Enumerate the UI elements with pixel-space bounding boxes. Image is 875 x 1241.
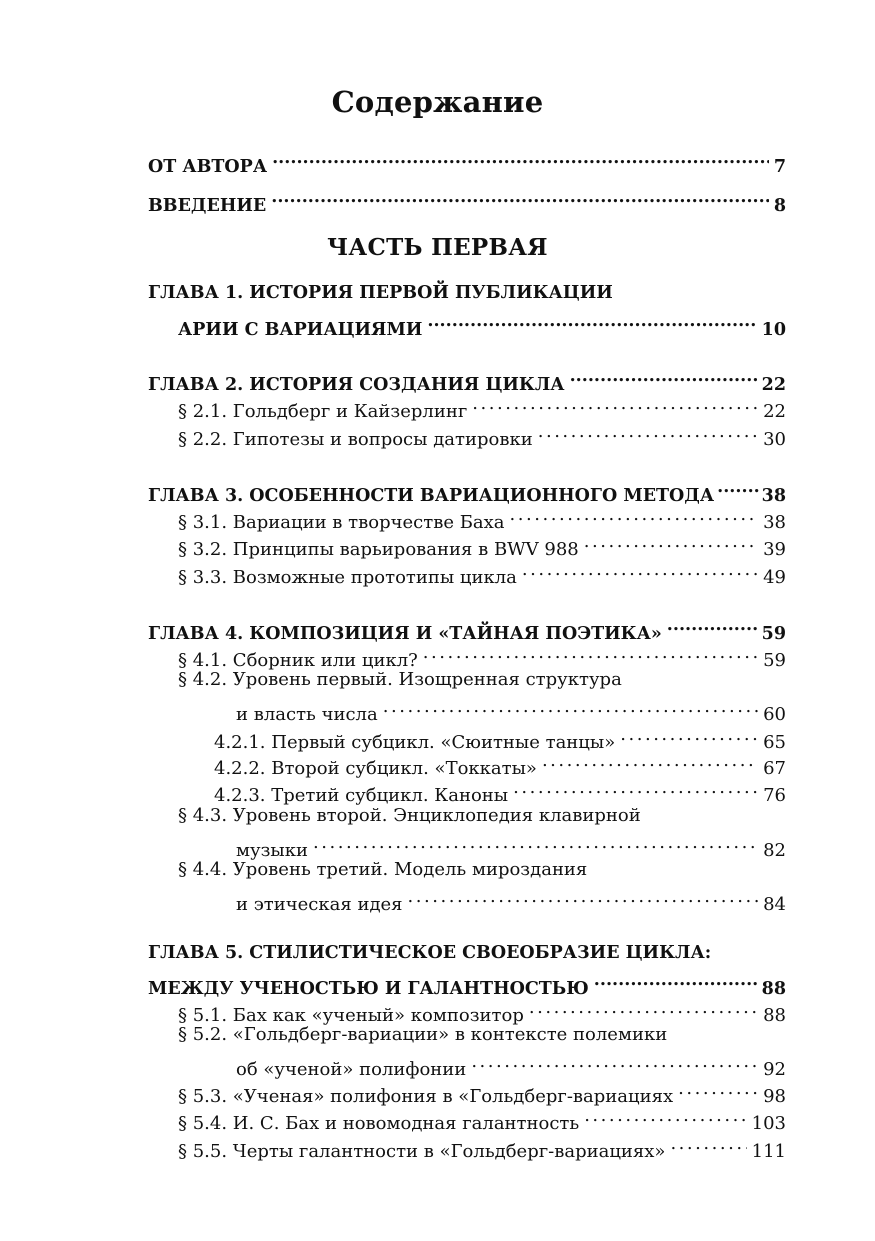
- toc-entry-section[interactable]: [178, 639, 786, 671]
- leader-dots: [529, 994, 758, 1021]
- toc-entry-label: и власть числа: [236, 704, 378, 725]
- leader-dots: [408, 883, 759, 910]
- toc-page-number: 88: [761, 979, 786, 999]
- toc-entry-chapter-5[interactable]: [148, 967, 786, 999]
- toc-page-number: 39: [763, 539, 786, 560]
- toc-entry-chapter-4[interactable]: [148, 612, 786, 644]
- leader-dots: [471, 1048, 758, 1075]
- leader-dots: [538, 418, 758, 445]
- toc-entry-label: § 5.1. Бах как «ученый» композитор: [178, 1005, 524, 1026]
- toc-page-number: 84: [763, 894, 786, 915]
- leader-dots: [427, 308, 756, 335]
- leader-dots: [272, 145, 769, 172]
- leader-dots: [313, 829, 758, 856]
- leader-dots: [594, 967, 757, 994]
- toc-page-number: 67: [763, 758, 786, 779]
- toc-page-number: 8: [773, 196, 786, 216]
- page-title: Содержание: [331, 85, 544, 119]
- toc-entry-subsection[interactable]: [214, 747, 786, 779]
- toc-entry-chapter-2[interactable]: [148, 363, 786, 395]
- toc-page-number: 49: [763, 567, 786, 588]
- toc-entry-section[interactable]: [178, 556, 786, 588]
- toc-page-number: 88: [763, 1005, 786, 1026]
- toc-entry-section[interactable]: [178, 994, 786, 1026]
- toc-entry-subsection[interactable]: [214, 721, 786, 753]
- toc-page-number: 111: [751, 1141, 786, 1162]
- toc-entry-section[interactable]: [236, 1048, 786, 1080]
- toc-entry-label: ГЛАВА 3. ОСОБЕННОСТИ ВАРИАЦИОННОГО МЕТОДА: [148, 486, 715, 506]
- toc-entry-introduction[interactable]: [148, 184, 786, 216]
- toc-page-number: 59: [761, 624, 786, 644]
- toc-entry-label: § 2.2. Гипотезы и вопросы датировки: [178, 429, 533, 450]
- toc-page-number: 76: [763, 785, 786, 806]
- toc-entry-chapter-3[interactable]: [148, 474, 786, 506]
- toc-entry-label: об «ученой» полифонии: [236, 1059, 467, 1080]
- chapter-1-title-line1[interactable]: ГЛАВА 1. ИСТОРИЯ ПЕРВОЙ ПУБЛИКАЦИИ: [148, 283, 613, 303]
- leader-dots: [510, 501, 759, 528]
- leader-dots: [584, 528, 758, 555]
- section-4-3-title-line1[interactable]: § 4.3. Уровень второй. Энциклопедия клавирной: [178, 805, 641, 826]
- leader-dots: [522, 556, 758, 583]
- toc-entry-label: § 3.2. Принципы варьирования в BWV 988: [178, 539, 579, 560]
- toc-entry-label: АРИИ С ВАРИАЦИЯМИ: [178, 320, 423, 340]
- section-4-2-title-line1[interactable]: § 4.2. Уровень первый. Изощренная структура: [178, 669, 622, 690]
- chapter-5-title-line1[interactable]: ГЛАВА 5. СТИЛИСТИЧЕСКОЕ СВОЕОБРАЗИЕ ЦИКЛА:: [148, 943, 712, 963]
- leader-dots: [717, 474, 759, 501]
- toc-entry-label: § 5.4. И. С. Бах и новомодная галантность: [178, 1113, 580, 1134]
- toc-entry-label: 4.2.2. Второй субцикл. «Токкаты»: [214, 758, 537, 779]
- toc-page-number: 38: [761, 486, 786, 506]
- toc-entry-label: ОТ АВТОРА: [148, 157, 268, 177]
- toc-entry-section[interactable]: [236, 693, 786, 725]
- toc-entry-chapter-1[interactable]: [178, 308, 786, 340]
- toc-page-number: 10: [761, 320, 786, 340]
- toc-entry-label: § 5.5. Черты галантности в «Гольдберг-вариациях»: [178, 1141, 666, 1162]
- section-5-2-title-line1[interactable]: § 5.2. «Гольдберг-вариации» в контексте полемики: [178, 1024, 668, 1045]
- leader-dots: [570, 363, 757, 390]
- toc-page-number: 30: [763, 429, 786, 450]
- toc-entry-author[interactable]: [148, 145, 786, 177]
- toc-entry-label: музыки: [236, 840, 308, 861]
- toc-entry-label: ГЛАВА 4. КОМПОЗИЦИЯ И «ТАЙНАЯ ПОЭТИКА»: [148, 624, 662, 644]
- leader-dots: [584, 1102, 746, 1129]
- toc-page-number: 38: [763, 512, 786, 533]
- toc-page-number: 82: [763, 840, 786, 861]
- toc-entry-label: МЕЖДУ УЧЕНОСТЬЮ И ГАЛАНТНОСТЬЮ: [148, 979, 589, 999]
- toc-entry-section[interactable]: [178, 1102, 786, 1134]
- leader-dots: [383, 693, 758, 720]
- toc-entry-label: § 4.1. Сборник или цикл?: [178, 650, 418, 671]
- leader-dots: [667, 612, 757, 639]
- toc-entry-label: ВВЕДЕНИЕ: [148, 196, 267, 216]
- toc-page-number: 7: [773, 157, 786, 177]
- toc-page-number: 59: [763, 650, 786, 671]
- leader-dots: [620, 721, 758, 748]
- toc-entry-label: и этическая идея: [236, 894, 403, 915]
- toc-page-number: 22: [763, 401, 786, 422]
- toc-entry-section[interactable]: [178, 390, 786, 422]
- toc-entry-label: § 5.3. «Ученая» полифония в «Гольдберг-вариациях: [178, 1086, 674, 1107]
- toc-entry-label: § 3.3. Возможные прототипы цикла: [178, 567, 517, 588]
- toc-page-number: 60: [763, 704, 786, 725]
- toc-entry-subsection[interactable]: [214, 774, 786, 806]
- leader-dots: [513, 774, 758, 801]
- toc-entry-section[interactable]: [178, 1075, 786, 1107]
- toc-page-number: 22: [761, 375, 786, 395]
- leader-dots: [678, 1075, 758, 1102]
- toc-entry-section[interactable]: [236, 883, 786, 915]
- section-4-4-title-line1[interactable]: § 4.4. Уровень третий. Модель мироздания: [178, 859, 588, 880]
- toc-entry-label: 4.2.1. Первый субцикл. «Сюитные танцы»: [214, 732, 616, 753]
- toc-entry-label: ГЛАВА 2. ИСТОРИЯ СОЗДАНИЯ ЦИКЛА: [148, 375, 565, 395]
- leader-dots: [423, 639, 758, 666]
- part-title: ЧАСТЬ ПЕРВАЯ: [327, 234, 548, 261]
- toc-entry-section[interactable]: [178, 1130, 786, 1162]
- toc-entry-section[interactable]: [178, 501, 786, 533]
- toc-entry-section[interactable]: [178, 528, 786, 560]
- toc-entry-label: § 3.1. Вариации в творчестве Баха: [178, 512, 505, 533]
- toc-page-number: 98: [763, 1086, 786, 1107]
- toc-page-number: 103: [751, 1113, 786, 1134]
- toc-entry-label: 4.2.3. Третий субцикл. Каноны: [214, 785, 509, 806]
- leader-dots: [472, 390, 758, 417]
- leader-dots: [670, 1130, 746, 1157]
- toc-page-number: 65: [763, 732, 786, 753]
- toc-entry-section[interactable]: [178, 418, 786, 450]
- toc-entry-label: § 2.1. Гольдберг и Кайзерлинг: [178, 401, 468, 422]
- leader-dots: [542, 747, 758, 774]
- toc-page-number: 92: [763, 1059, 786, 1080]
- leader-dots: [271, 184, 769, 211]
- toc-entry-section[interactable]: [236, 829, 786, 861]
